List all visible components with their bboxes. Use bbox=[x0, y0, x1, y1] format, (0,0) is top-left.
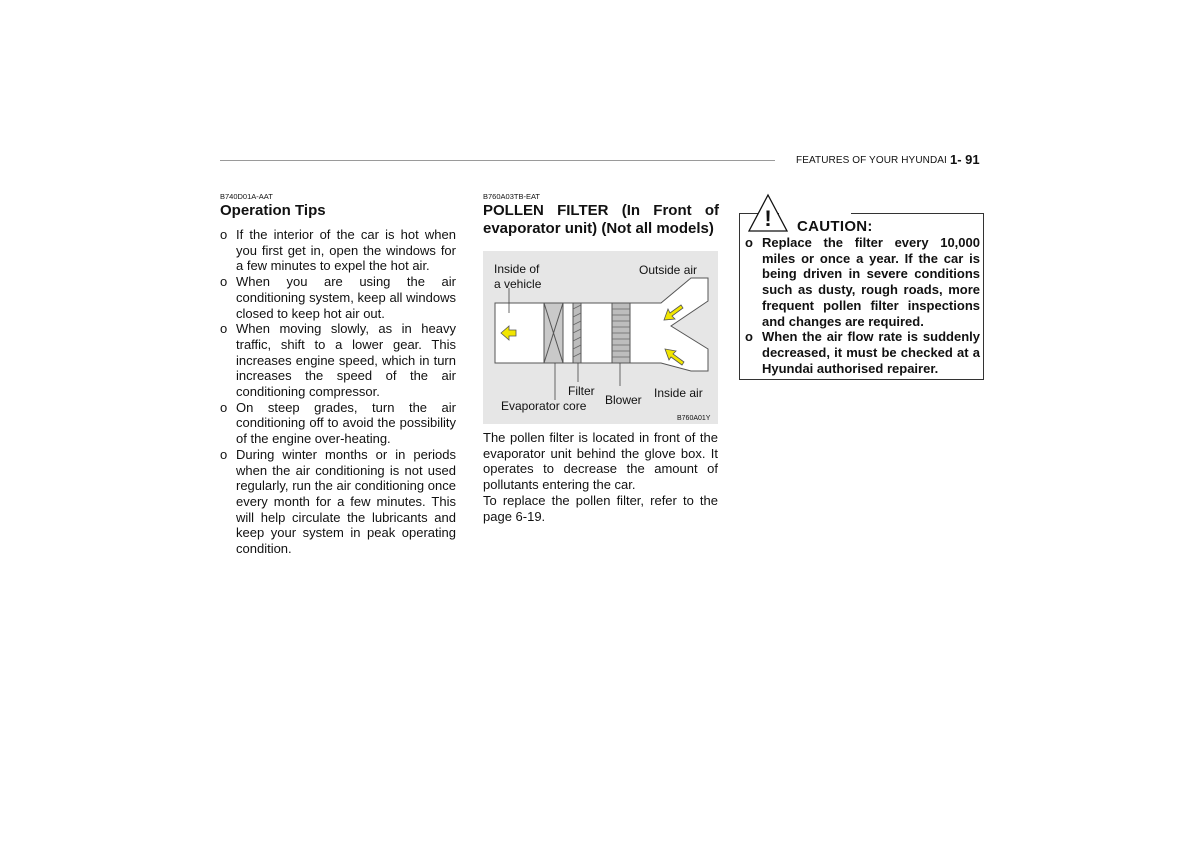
section-code: B760A03TB-EAT bbox=[483, 192, 540, 201]
section-title: POLLEN FILTER (In Front of evaporator unit) (Not all models) bbox=[483, 202, 719, 237]
tip-text: When you are using the air conditioning system, keep all windows closed to keep hot air out. bbox=[236, 274, 456, 321]
label-filter: Filter bbox=[568, 384, 595, 398]
header-rule bbox=[220, 160, 775, 161]
caution-text: Replace the filter every 10,000 miles or once a year. If the car is being driven in severe conditions such as dusty, rough roads, more frequent pollen filter inspections and changes are required. bbox=[762, 235, 980, 329]
section-title: Operation Tips bbox=[220, 202, 326, 219]
tip-text: During winter months or in periods when the air conditioning is not used regularly, run the air conditioning once every month for a few minutes. This will help circulate the lubricants and keep your system in peak operating condition. bbox=[236, 446, 456, 557]
list-item bbox=[220, 321, 456, 400]
label-inside-air: Inside air bbox=[654, 386, 703, 400]
caution-text: When the air flow rate is suddenly decreased, it must be checked at a Hyundai authorised repairer. bbox=[762, 329, 980, 376]
tip-text: On steep grades, turn the air conditioning off to avoid the possibility of the engine over-heating. bbox=[236, 399, 456, 447]
warning-triangle-icon bbox=[747, 193, 789, 233]
label-inside-vehicle-1: Inside of bbox=[494, 262, 540, 276]
running-header: FEATURES OF YOUR HYUNDAI bbox=[796, 155, 947, 166]
list-item bbox=[220, 400, 456, 447]
bullet-marker: o bbox=[220, 227, 228, 242]
tip-text: When moving slowly, as in heavy traffic, shift to a lower gear. This increases engine speed, which in turn increases the speed of the air conditioning compressor. bbox=[236, 321, 456, 400]
bullet-marker: o bbox=[745, 235, 753, 250]
operation-tips-section bbox=[220, 192, 456, 557]
tips-list bbox=[220, 227, 456, 557]
bullet-marker: o bbox=[220, 446, 228, 462]
bullet-marker: o bbox=[220, 274, 228, 290]
list-item bbox=[745, 235, 980, 329]
pollen-filter-section bbox=[483, 192, 719, 238]
label-evaporator-core: Evaporator core bbox=[501, 399, 587, 413]
paragraph: The pollen filter is located in front of the evaporator unit behind the glove box. It operates to decrease the amount of pollutants entering the car. bbox=[483, 430, 718, 493]
list-item bbox=[220, 227, 456, 274]
caution-list bbox=[745, 235, 980, 376]
label-inside-vehicle-2: a vehicle bbox=[494, 277, 542, 291]
label-blower: Blower bbox=[605, 393, 642, 407]
bullet-marker: o bbox=[220, 399, 228, 415]
bullet-marker: o bbox=[220, 321, 228, 337]
list-item bbox=[745, 329, 980, 376]
label-outside-air: Outside air bbox=[639, 263, 698, 277]
svg-text:!: ! bbox=[764, 206, 772, 231]
pollen-filter-description bbox=[483, 430, 718, 524]
bullet-marker: o bbox=[745, 329, 753, 345]
list-item bbox=[220, 447, 456, 557]
figure-code: B760A01Y bbox=[677, 415, 711, 422]
tip-text: If the interior of the car is hot when you first get in, open the windows for a few minutes to expel the hot air. bbox=[236, 227, 456, 274]
section-code: B740D01A-AAT bbox=[220, 192, 273, 201]
paragraph: To replace the pollen filter, refer to the page 6-19. bbox=[483, 492, 718, 524]
caution-title: CAUTION: bbox=[797, 218, 873, 235]
page-number: 1- 91 bbox=[950, 152, 980, 167]
list-item bbox=[220, 274, 456, 321]
airflow-diagram bbox=[483, 251, 718, 424]
